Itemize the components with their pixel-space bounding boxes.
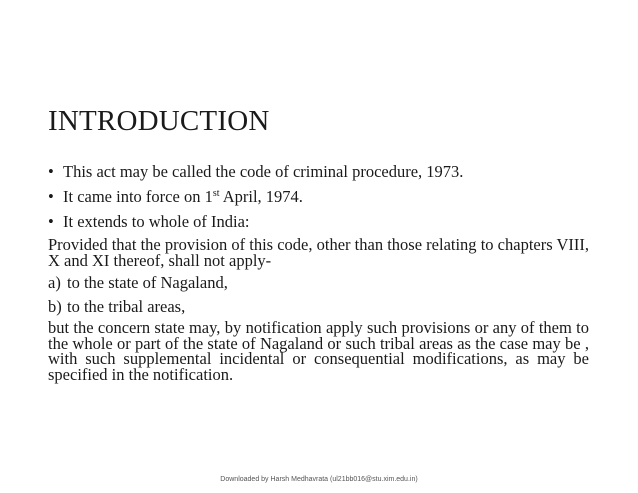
bullet-dot: • <box>48 187 54 206</box>
ordinal-suffix: st <box>212 188 220 199</box>
list-marker: a) <box>48 273 61 292</box>
list-item-a <box>48 273 228 293</box>
bullet-item <box>48 159 463 184</box>
bullet-item <box>48 209 463 234</box>
download-footer: Downloaded by Harsh Medhavrata (ul21bb016@stu.xim.edu.in) <box>220 476 418 483</box>
bullet-dot: • <box>48 162 54 181</box>
list-marker: b) <box>48 297 62 316</box>
list-item-text: to the tribal areas, <box>67 297 186 316</box>
proviso-paragraph: Provided that the provision of this code, other than those relating to chapters VIII, X and XI thereof, shall not apply- <box>48 235 589 270</box>
closing-paragraph: but the concern state may, by notification apply such provisions or any of them to the whole or part of the state of Nagaland or such tribal areas as the case may be , with such supplemental incidental or consequential modifications, as may be specified in the notification. <box>48 318 589 384</box>
list-item-text: to the state of Nagaland, <box>67 273 228 292</box>
bullet-text-end: April, 1974. <box>219 187 303 206</box>
bullet-text: This act may be called the code of criminal procedure, 1973. <box>63 162 464 181</box>
bullet-list <box>48 159 463 234</box>
bullet-text-start: It came into force on 1 <box>63 187 213 206</box>
bullet-item <box>48 184 463 209</box>
bullet-text: It extends to whole of India: <box>63 212 250 231</box>
list-item-b <box>48 297 185 317</box>
bullet-dot: • <box>48 212 54 231</box>
slide-title: INTRODUCTION <box>48 105 270 137</box>
bullet-text <box>63 187 303 206</box>
